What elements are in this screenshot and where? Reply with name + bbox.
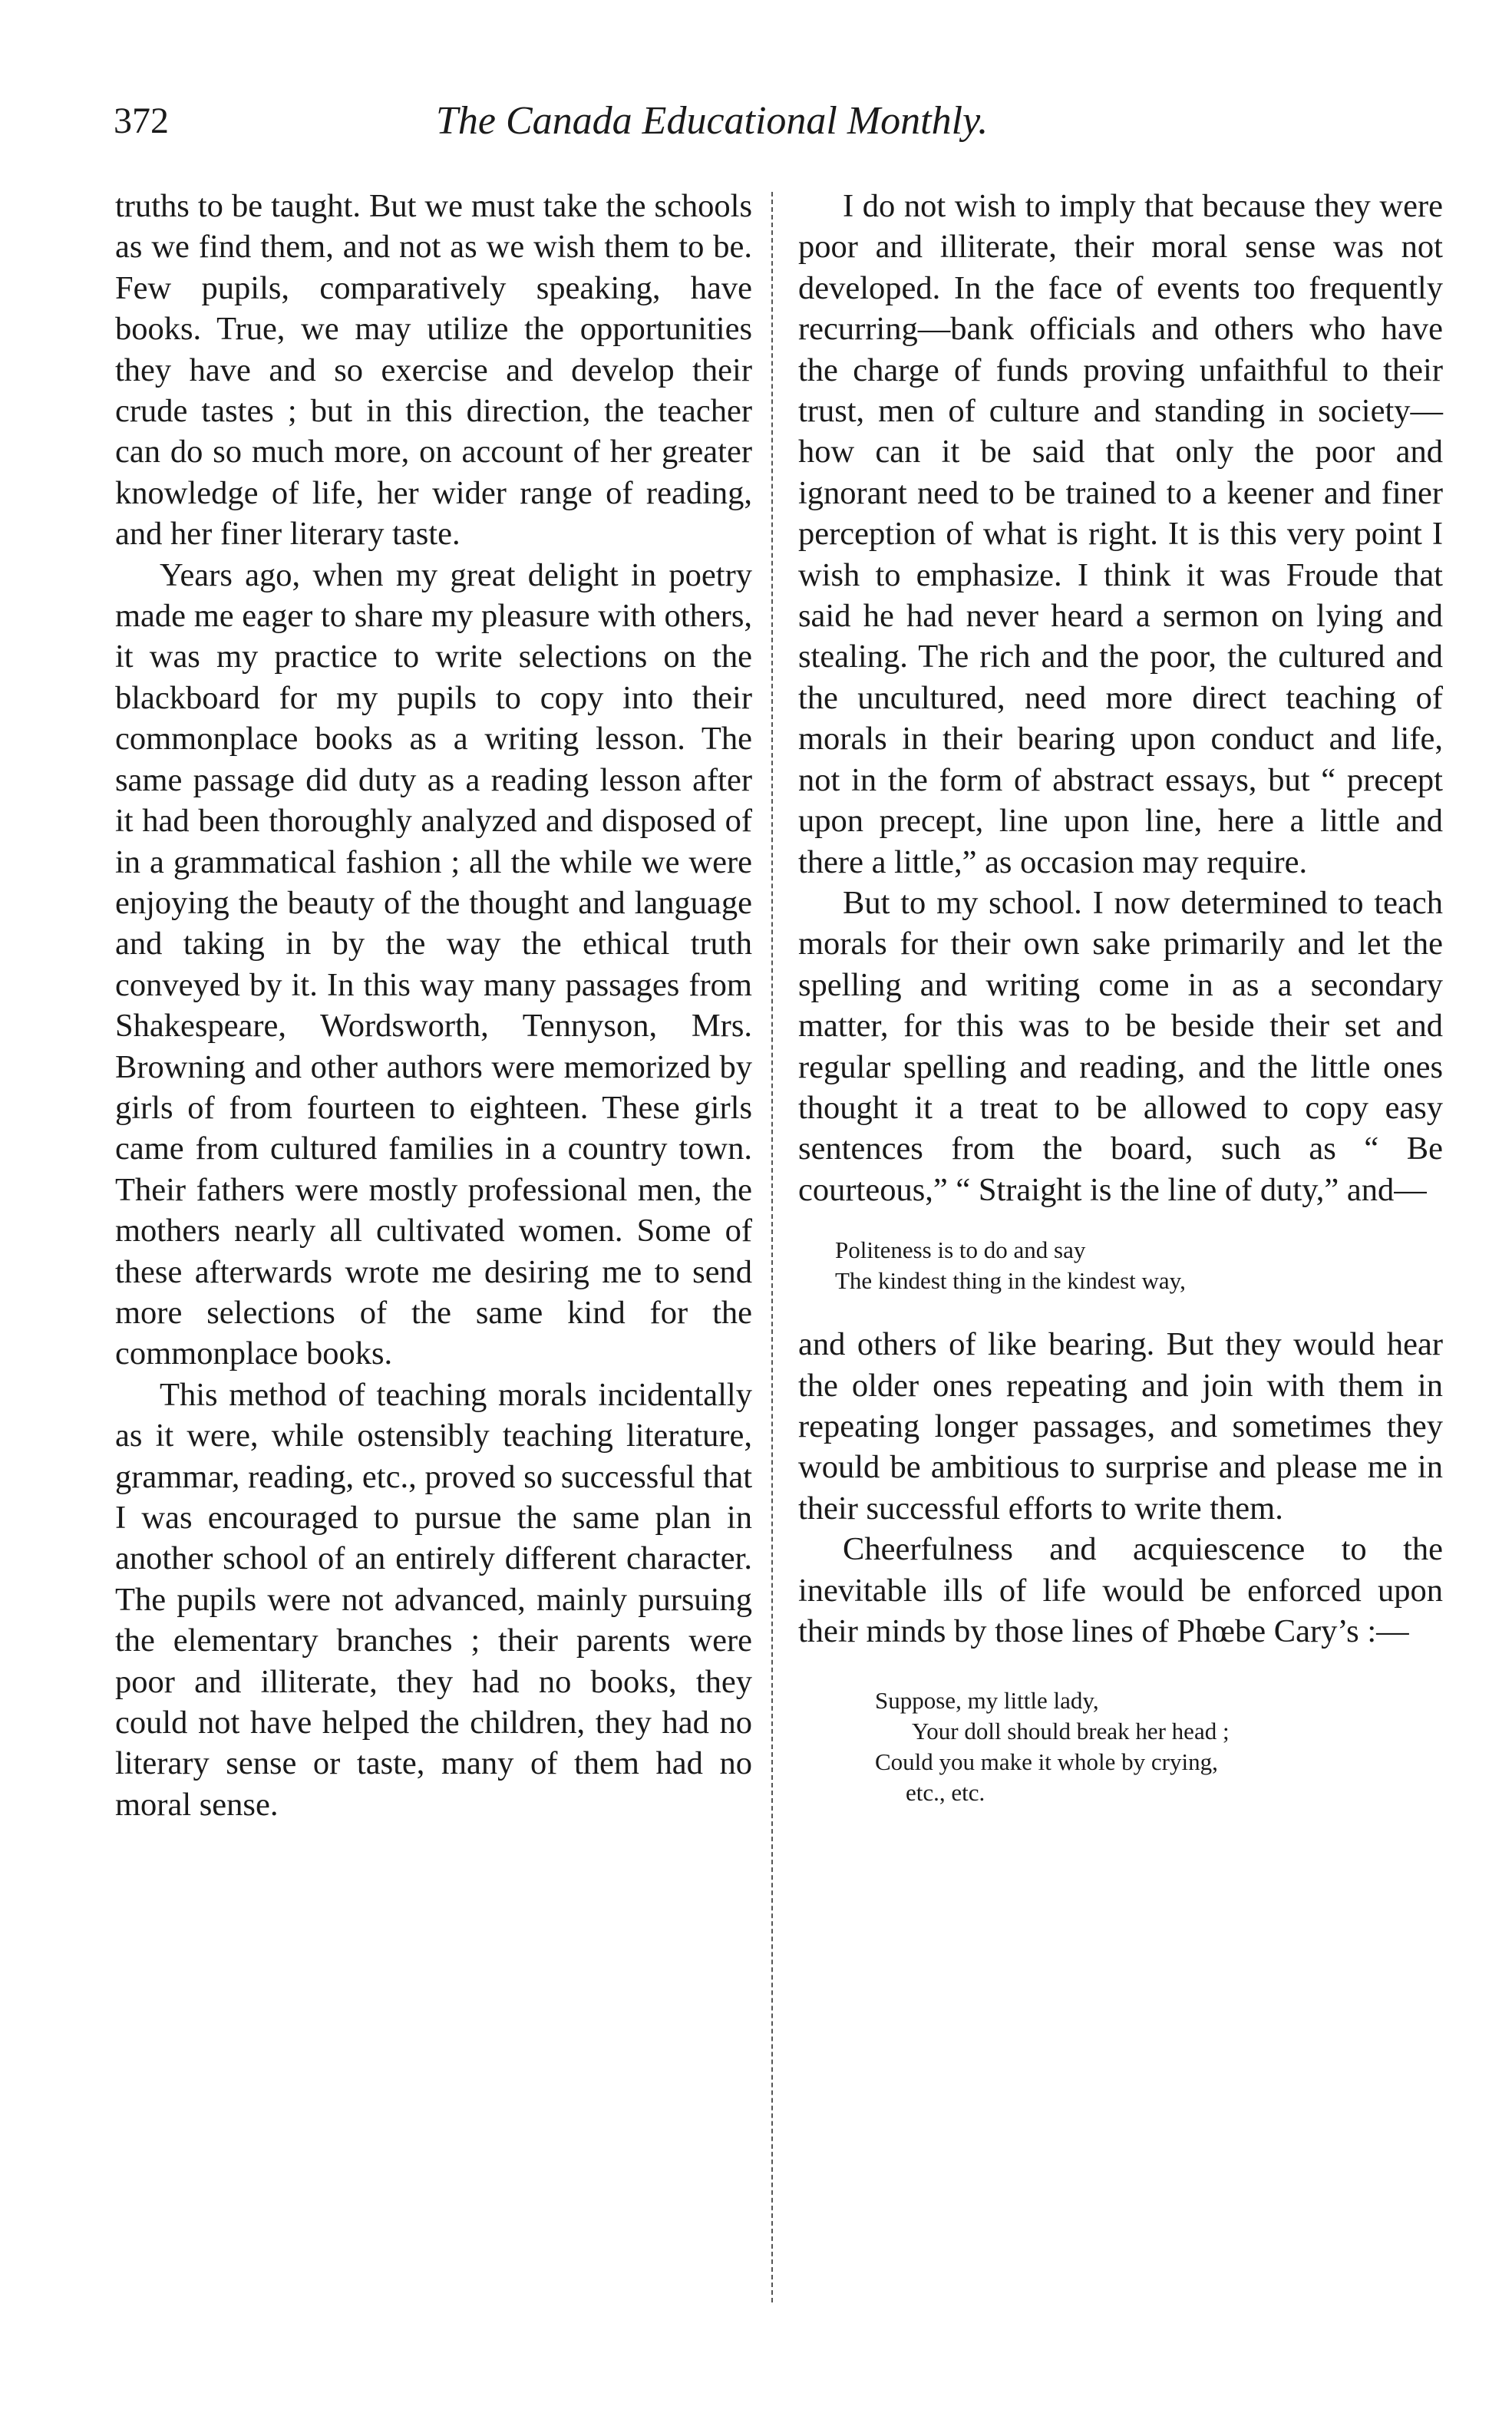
right-paragraph-2: But to my school. I now determined to teach morals for their own sake primarily and let the spelling and writing come in as a secondary matter, for this was to be beside their set and regular spelling and reading, and the little ones thought it a treat to be allowed to copy easy sentences from the board, such as “ Be courteous,” “ Straight is the line of duty,” and—	[798, 884, 1443, 1208]
right-paragraph-4: Cheerfulness and acquiescence to the inevitable ills of life would be enforced upon their minds by those lines of Phœbe Cary’s :—	[798, 1531, 1443, 1649]
right-column	[798, 186, 1443, 1808]
verse-line: Could you make it whole by crying,	[875, 1748, 1218, 1776]
verse-line: Suppose, my little lady,	[875, 1687, 1099, 1715]
right-paragraph-3: and others of like bearing. But they would hear the older ones repeating and join with them in repeating longer passages, and sometimes they would be ambitious to surprise and please me in their successful efforts to write them.	[798, 1326, 1443, 1527]
verse-quote-1	[835, 1235, 1443, 1296]
verse-line: Your doll should break her head ;	[912, 1718, 1230, 1745]
verse-quote-2	[875, 1685, 1443, 1808]
left-column	[115, 186, 752, 1825]
verse-line: etc., etc.	[906, 1779, 985, 1807]
journal-title: The Canada Educational Monthly.	[436, 99, 989, 143]
column-divider	[771, 192, 773, 2302]
left-paragraph-1: truths to be taught. But we must take the schools as we find them, and not as we wish them to be. Few pupils, comparatively speaking, have books. True, we may utilize the opportunities they have and so exercise and develop their crude tastes ; but in this direction, the teacher can do so much more, on account of her greater knowledge of life, her wider range of reading, and her finer literary taste.	[115, 188, 752, 553]
page-number: 372	[114, 101, 169, 141]
left-paragraph-3: This method of teaching morals incidentally as it were, while ostensibly teaching literature, grammar, reading, etc., proved so successful that I was encouraged to pursue the same plan in another school of an entirely different character. The pupils were not advanced, mainly pursuing the elementary branches ; their parents were poor and illiterate, they had no books, they could not have helped the children, they had no literary sense or taste, many of them had no moral sense.	[115, 1376, 752, 1823]
verse-line: The kindest thing in the kindest way,	[835, 1267, 1186, 1295]
right-paragraph-1: I do not wish to imply that because they were poor and illiterate, their moral sense was not developed. In the face of events too frequently recurring—bank officials and others who have the charge of funds proving unfaithful to their trust, men of culture and standing in society—how can it be said that only the poor and ignorant need to be trained to a keener and finer perception of what is right. It is this very point I wish to emphasize. I think it was Froude that said he had never heard a sermon on lying and stealing. The rich and the poor, the cultured and the uncultured, need more direct teaching of morals in their bearing upon conduct and life, not in the form of abstract essays, but “ precept upon precept, line upon line, here a little and there a little,” as occasion may require.	[798, 188, 1443, 880]
verse-line: Politeness is to do and say	[835, 1236, 1086, 1264]
left-paragraph-2: Years ago, when my great delight in poetry made me eager to share my pleasure with others, it was my practice to write selections on the blackboard for my pupils to copy into their commonplace books as a writing lesson. The same passage did duty as a reading lesson after it had been thoroughly analyzed and disposed of in a grammatical fashion ; all the while we were enjoying the beauty of the thought and language and taking in by the way the ethical truth conveyed by it. In this way many passages from Shakespeare, Wordsworth, Tennyson, Mrs. Browning and other authors were memorized by girls of from fourteen to eighteen. These girls came from cultured families in a country town. Their fathers were mostly professional men, the mothers nearly all cultivated women. Some of these afterwards wrote me desiring me to send more selections of the same kind for the commonplace books.	[115, 556, 752, 1372]
running-header	[114, 91, 1134, 152]
